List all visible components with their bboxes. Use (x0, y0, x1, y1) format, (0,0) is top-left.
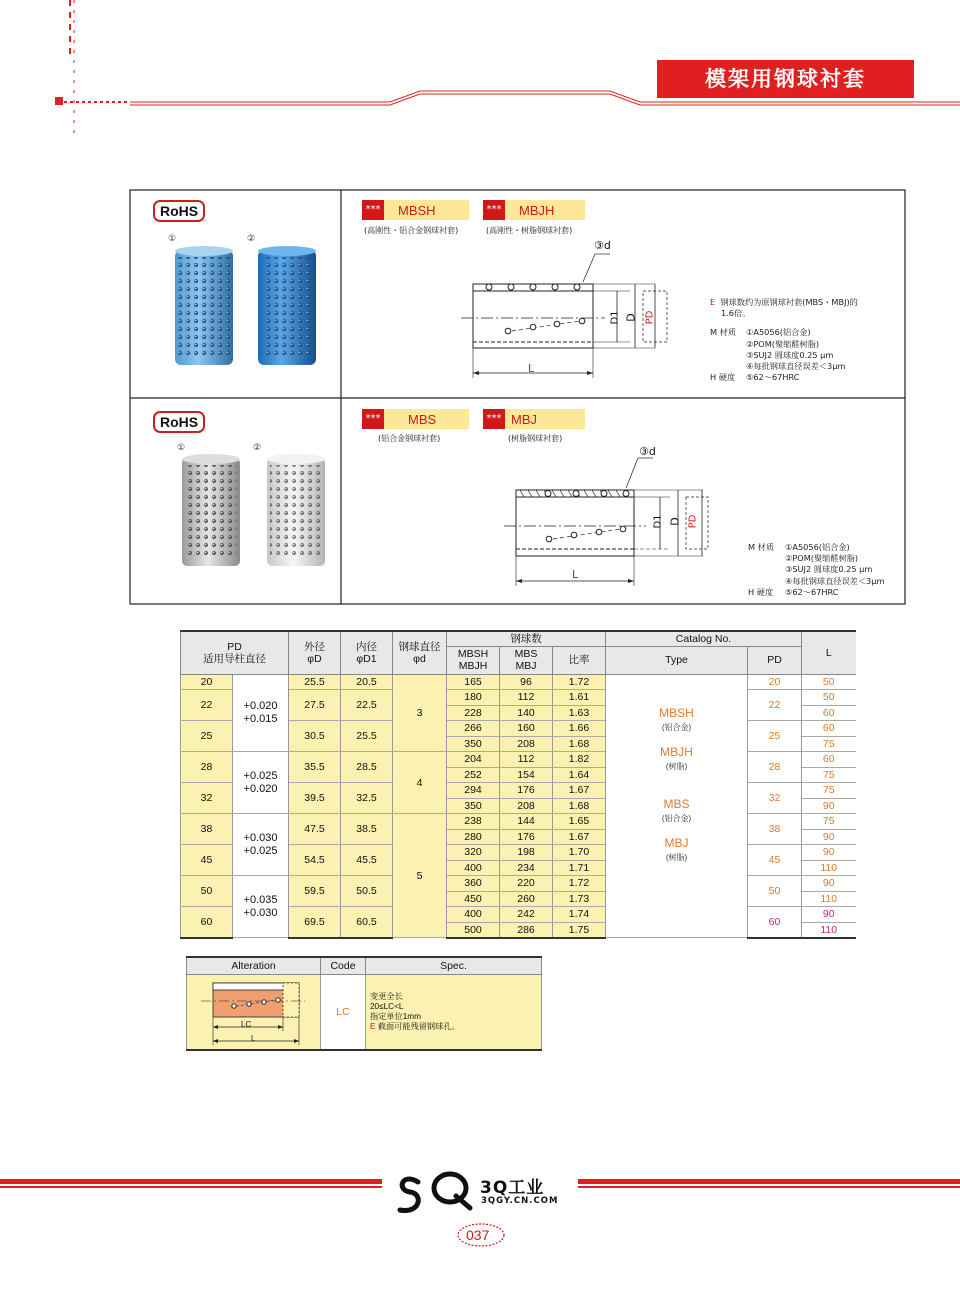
header-L: L (802, 631, 856, 674)
note-e: E 钢球数约为原钢球衬套(MBS・MBJ)的 (710, 297, 858, 307)
bushing-photo-silver (170, 453, 340, 571)
dim-label-L: L (251, 1033, 256, 1043)
ball-d-cell: 4 (393, 752, 447, 814)
material-row: M 材质 ①A5056(铝合金) ②POM(聚缩醛树脂) ③SUJ2 圆球度0.25 μm ④每批钢球直径误差＜3μm (710, 327, 846, 372)
header-mbs: MBS MBJ (500, 646, 553, 674)
catalog-pd-cell: 32 (748, 783, 802, 814)
L-cell: 90 (802, 798, 856, 814)
catalog-pd-cell: 60 (748, 907, 802, 938)
mbs-cell: 160 (500, 721, 553, 737)
mbs-cell: 112 (500, 690, 553, 706)
mbs-cell: 234 (500, 860, 553, 876)
code-label: MBSH (398, 202, 436, 218)
od-cell: 30.5 (289, 721, 341, 752)
id-cell: 22.5 (341, 690, 393, 721)
table-row (181, 674, 856, 690)
mbs-cell: 154 (500, 767, 553, 783)
code-tag-mbs (362, 409, 469, 429)
catalog-pd-cell: 28 (748, 752, 802, 783)
id-cell: 28.5 (341, 752, 393, 783)
dim-label-d: ③d (639, 445, 656, 458)
L-cell: 90 (802, 829, 856, 845)
mbsh-cell: 360 (447, 876, 500, 892)
mbs-cell: 198 (500, 845, 553, 861)
code-label: MBS (408, 411, 437, 427)
pd-cell: 50 (181, 876, 233, 907)
mbs-cell: 242 (500, 907, 553, 923)
type-mbs: MBS (铝合金) (661, 797, 692, 824)
header-ratio: 比率 (553, 646, 606, 674)
ratio-cell: 1.64 (553, 767, 606, 783)
code-header: Code (321, 957, 366, 974)
spec-header: Spec. (366, 957, 542, 974)
brand-name: 3Q工业 (480, 1178, 545, 1198)
ratio-cell: 1.68 (553, 736, 606, 752)
mbsh-cell: 400 (447, 907, 500, 923)
alteration-table (186, 956, 542, 1051)
dim-label-L: L (572, 568, 579, 581)
L-cell: 60 (802, 721, 856, 737)
dim-label-PD: PD (687, 514, 699, 529)
catalog-pd-cell: 50 (748, 876, 802, 907)
ratio-cell: 1.72 (553, 876, 606, 892)
pd-cell: 60 (181, 907, 233, 938)
code-label: MBJ (511, 411, 537, 427)
tolerance-cell: +0.030 +0.025 (233, 814, 289, 876)
pd-cell: 38 (181, 814, 233, 845)
dim-label-D: D (668, 517, 682, 526)
table-row (181, 876, 856, 892)
alteration-drawing-cell (187, 974, 321, 1050)
code-description: (树脂钢球衬套) (508, 434, 563, 443)
ratio-cell: 1.73 (553, 891, 606, 907)
mbs-cell: 208 (500, 736, 553, 752)
spec-text: 变更全长 20≤LC<L 指定单位1mm E 截面可能残留钢球孔。 (370, 991, 460, 1031)
product-number-2: ② (253, 443, 262, 453)
mbs-cell: 176 (500, 829, 553, 845)
note-e-cont: 1.6倍。 (721, 308, 751, 319)
pd-cell: 20 (181, 674, 233, 690)
L-cell: 60 (802, 752, 856, 768)
ratio-cell: 1.71 (553, 860, 606, 876)
code-cell: LC (321, 974, 366, 1050)
od-cell: 69.5 (289, 907, 341, 938)
code-tag-mbsh (362, 200, 469, 220)
rohs-badge: RoHS (153, 411, 205, 433)
ball-d-cell: 5 (393, 814, 447, 938)
L-cell: 75 (802, 783, 856, 799)
mbsh-cell: 238 (447, 814, 500, 830)
mbsh-cell: 252 (447, 767, 500, 783)
L-cell: 60 (802, 705, 856, 721)
header-balls: 钢球数 (447, 631, 606, 646)
dim-label-PD: PD (644, 310, 656, 325)
catalog-pd-cell: 25 (748, 721, 802, 752)
ratio-cell: 1.75 (553, 922, 606, 938)
ratio-cell: 1.67 (553, 783, 606, 799)
product-number-1: ① (168, 234, 177, 244)
brand-url: 3QGY.CN.COM (481, 1196, 559, 1206)
od-cell: 54.5 (289, 845, 341, 876)
type-mbj: MBJ (树脂) (664, 836, 689, 863)
catalog-pd-cell: 45 (748, 845, 802, 876)
dim-label-LC: LC (241, 1019, 252, 1029)
rohs-badge: RoHS (153, 200, 205, 222)
dim-label-D1: D1 (609, 310, 621, 325)
header-id: 内径 φD1 (341, 631, 393, 674)
id-cell: 38.5 (341, 814, 393, 845)
L-cell: 90 (802, 876, 856, 892)
L-cell: 110 (802, 891, 856, 907)
mbs-cell: 176 (500, 783, 553, 799)
od-cell: 27.5 (289, 690, 341, 721)
hardness-row: H 硬度 ⑤62～67HRC (748, 586, 839, 597)
mbsh-cell: 294 (447, 783, 500, 799)
mbs-cell: 220 (500, 876, 553, 892)
mbsh-cell: 450 (447, 891, 500, 907)
pd-cell: 45 (181, 845, 233, 876)
mbs-cell: 96 (500, 674, 553, 690)
catalog-pd-cell: 22 (748, 690, 802, 721)
mbsh-cell: 180 (447, 690, 500, 706)
mbs-cell: 208 (500, 798, 553, 814)
L-cell: 75 (802, 767, 856, 783)
L-cell: 50 (802, 690, 856, 706)
pd-cell: 32 (181, 783, 233, 814)
new-mark: *** (362, 200, 384, 220)
mbsh-cell: 228 (447, 705, 500, 721)
code-description: (高刚性・铝合金钢球衬套) (364, 226, 459, 235)
ratio-cell: 1.66 (553, 721, 606, 737)
od-cell: 59.5 (289, 876, 341, 907)
mbsh-cell: 350 (447, 798, 500, 814)
od-cell: 25.5 (289, 674, 341, 690)
id-cell: 50.5 (341, 876, 393, 907)
new-mark: *** (483, 409, 505, 429)
spec-table (180, 630, 856, 939)
L-cell: 110 (802, 860, 856, 876)
new-mark: *** (362, 409, 384, 429)
mbsh-cell: 280 (447, 829, 500, 845)
ratio-cell: 1.67 (553, 829, 606, 845)
dim-label-d: ③d (594, 239, 611, 252)
ratio-cell: 1.63 (553, 705, 606, 721)
header-catalog: Catalog No. (606, 631, 802, 646)
ratio-cell: 1.61 (553, 690, 606, 706)
table-row (181, 752, 856, 768)
type-cell (606, 674, 748, 938)
material-row: M 材质 ①A5056(铝合金) ②POM(聚缩醛树脂) ③SUJ2 圆球度0.25 μm ④每批钢球直径误差＜3μm (748, 542, 885, 586)
dim-label-L: L (528, 362, 535, 375)
dim-label-D1: D1 (652, 514, 664, 529)
ratio-cell: 1.72 (553, 674, 606, 690)
tolerance-cell: +0.025 +0.020 (233, 752, 289, 814)
od-cell: 35.5 (289, 752, 341, 783)
type-mbjh: MBJH (树脂) (660, 745, 693, 772)
pd-cell: 25 (181, 721, 233, 752)
alt-header: Alteration (187, 957, 321, 974)
L-cell: 50 (802, 674, 856, 690)
mbsh-cell: 204 (447, 752, 500, 768)
table-row (181, 814, 856, 830)
catalog-pd-cell: 20 (748, 674, 802, 690)
mbsh-cell: 266 (447, 721, 500, 737)
header-ball-d: 钢球直径 φd (393, 631, 447, 674)
type-mbsh: MBSH (铝合金) (659, 706, 694, 733)
code-description: (铝合金钢球衬套) (378, 434, 441, 443)
code-tag-mbjh (483, 200, 585, 220)
mbs-cell: 260 (500, 891, 553, 907)
header-cat-pd: PD (748, 646, 802, 674)
id-cell: 45.5 (341, 845, 393, 876)
catalog-pd-cell: 38 (748, 814, 802, 845)
hardness-row: H 硬度 ⑤62～67HRC (710, 372, 800, 383)
spec-cell (366, 974, 542, 1050)
pd-cell: 28 (181, 752, 233, 783)
code-description: (高刚性・树脂钢球衬套) (486, 226, 573, 235)
od-cell: 47.5 (289, 814, 341, 845)
dimension-drawing-2 (498, 448, 718, 588)
new-mark: *** (483, 200, 505, 220)
L-cell: 90 (802, 907, 856, 923)
mbs-cell: 140 (500, 705, 553, 721)
header-od: 外径 φD (289, 631, 341, 674)
header-mbsh: MBSH MBJH (447, 646, 500, 674)
mbsh-cell: 400 (447, 860, 500, 876)
L-cell: 110 (802, 922, 856, 938)
tolerance-cell: +0.035 +0.030 (233, 876, 289, 938)
mbsh-cell: 500 (447, 922, 500, 938)
L-cell: 75 (802, 736, 856, 752)
mbs-cell: 286 (500, 922, 553, 938)
mbsh-cell: 165 (447, 674, 500, 690)
dim-label-D: D (624, 313, 638, 322)
spec-notes-1 (710, 297, 900, 383)
dimension-drawing-1 (455, 236, 675, 381)
ratio-cell: 1.82 (553, 752, 606, 768)
id-cell: 25.5 (341, 721, 393, 752)
ball-d-cell: 3 (393, 674, 447, 752)
mbs-cell: 144 (500, 814, 553, 830)
ratio-cell: 1.70 (553, 845, 606, 861)
mbsh-cell: 350 (447, 736, 500, 752)
product-number-1: ① (177, 443, 186, 453)
mbsh-cell: 320 (447, 845, 500, 861)
od-cell: 39.5 (289, 783, 341, 814)
header-type: Type (606, 646, 748, 674)
L-cell: 75 (802, 814, 856, 830)
ratio-cell: 1.68 (553, 798, 606, 814)
page-title: 模架用钢球衬套 (657, 60, 914, 98)
tolerance-cell: +0.020 +0.015 (233, 674, 289, 752)
mbs-cell: 112 (500, 752, 553, 768)
id-cell: 32.5 (341, 783, 393, 814)
bushing-photo-blue (160, 245, 335, 370)
product-number-2: ② (247, 234, 256, 244)
pd-cell: 22 (181, 690, 233, 721)
ratio-cell: 1.65 (553, 814, 606, 830)
L-cell: 90 (802, 845, 856, 861)
ratio-cell: 1.74 (553, 907, 606, 923)
id-cell: 60.5 (341, 907, 393, 938)
page-number: 037 (466, 1227, 490, 1243)
code-tag-mbj (483, 409, 585, 429)
code-label: MBJH (519, 202, 555, 218)
id-cell: 20.5 (341, 674, 393, 690)
spec-notes-2 (748, 542, 903, 598)
header-pd: PD 适用导柱直径 (181, 631, 289, 674)
